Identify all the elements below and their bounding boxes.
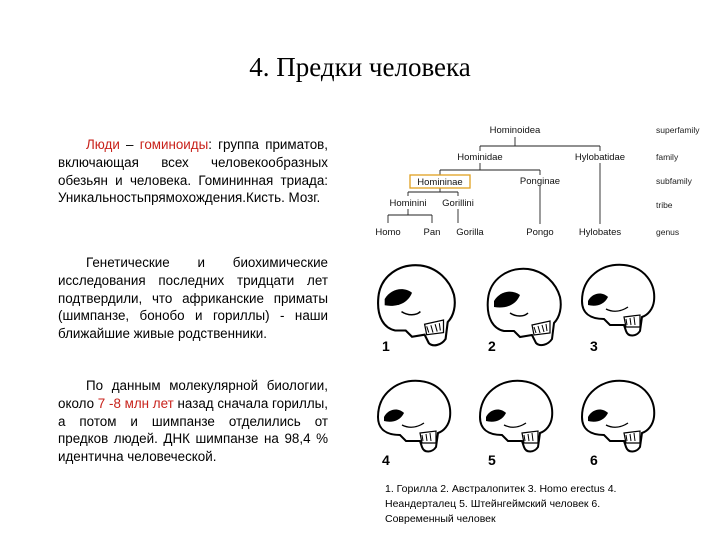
term-dash: – [119, 137, 140, 152]
node-hylobatidae: Hylobatidae [574, 152, 626, 163]
skull-number-1: 1 [382, 338, 390, 354]
node-hominoidea: Hominoidea [489, 125, 541, 136]
paragraph-molecular [58, 377, 328, 466]
skull-number-3: 3 [590, 338, 598, 354]
hominoid-classification-tree [360, 120, 712, 248]
term-people: Люди [86, 137, 120, 152]
definition-text: : группа приматов, включающая всех человекообразных обезьян и человека. Гомининная триада: Уникальностьпрямохождения.Кисть. Мозг. [58, 137, 328, 206]
skull-homo-erectus [582, 265, 654, 336]
node-ponginae: Ponginae [519, 176, 561, 187]
skull-modern-human [582, 381, 654, 452]
molecular-text-after: назад сначала гориллы, а потом и шимпанзе отделились от предков людей. ДНК шимпанзе на 98,4 % идентична человеческой. [58, 395, 328, 465]
skull-australopithecus [488, 269, 561, 345]
skull-comparison-figure [362, 255, 657, 477]
term-hominoids: гоминоиды [139, 137, 209, 152]
paragraph-genetics: Генетические и биохимические исследования последних тридцати лет подтвердили, что африканские приматы (шимпанзе, бонобо и гориллы) - наши ближайшие живые родственники. [58, 255, 328, 342]
slide-title: 4. Предки человека [249, 52, 471, 82]
genus-pan: Pan [423, 227, 441, 238]
rank-superfamily: superfamily [656, 125, 700, 135]
node-gorillini: Gorillini [442, 198, 474, 209]
skull-number-4: 4 [382, 452, 390, 468]
genus-pongo: Pongo [526, 227, 554, 238]
skull-neanderthal [378, 381, 450, 452]
skull-steinheim [480, 381, 552, 452]
rank-subfamily: subfamily [656, 176, 692, 186]
genus-gorilla: Gorilla [456, 227, 484, 238]
rank-genus: genus [656, 227, 680, 237]
genus-hylobates: Hylobates [578, 227, 622, 238]
molecular-text-before: По данным молекулярной биологии, около [58, 378, 328, 411]
node-hominidae: Hominidae [457, 152, 503, 163]
paragraph-hominoids [58, 136, 328, 207]
skull-number-6: 6 [590, 452, 598, 468]
skull-caption: 1. Горилла 2. Австралопитек 3. Homo erectus 4. Неандерталец 5. Штейнгеймский человек 6. Современный человек [385, 483, 617, 525]
skull-gorilla [378, 265, 455, 345]
node-hominini: Hominini [389, 198, 427, 209]
node-homininae: Homininae [417, 177, 463, 188]
divergence-time: 7 -8 млн лет [97, 395, 174, 411]
skull-number-2: 2 [488, 338, 496, 354]
genus-homo: Homo [375, 227, 401, 238]
skull-number-5: 5 [488, 452, 496, 468]
rank-tribe: tribe [656, 200, 673, 210]
rank-family: family [656, 152, 679, 162]
